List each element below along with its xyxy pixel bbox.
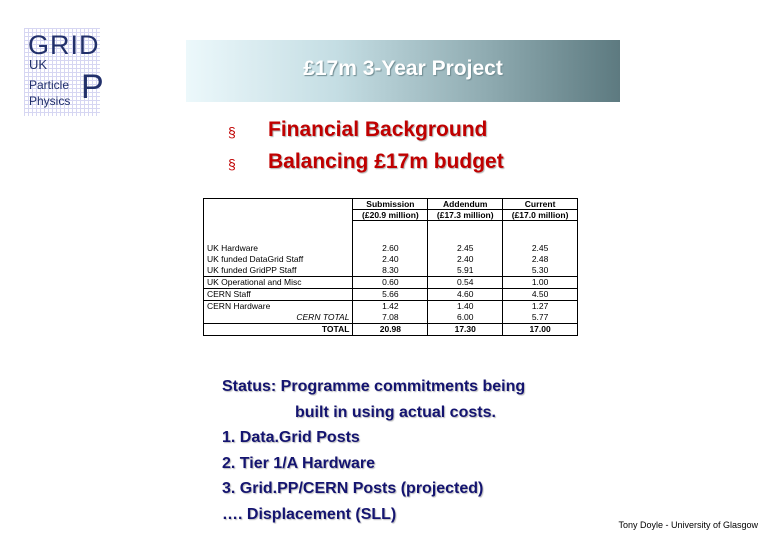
cell-value: 4.50	[503, 289, 578, 301]
cell-value: 0.54	[428, 277, 503, 289]
spacer-cell	[204, 221, 353, 244]
status-item: …. Displacement (SLL)	[222, 505, 397, 523]
status-line: Status: Programme commitments being	[222, 378, 526, 395]
spacer-cell	[353, 221, 428, 244]
cell-value: 1.40	[428, 301, 503, 313]
status-item: 1. Data.Grid Posts	[222, 429, 360, 446]
row-label: TOTAL	[204, 324, 353, 336]
cell-value: 7.08	[353, 312, 428, 324]
col-header-addendum: Addendum	[428, 199, 503, 210]
status-line: built in using actual costs.	[295, 403, 496, 421]
table-row	[204, 265, 578, 277]
row-label: UK Operational and Misc	[204, 277, 353, 289]
cell-value: 17.00	[503, 324, 578, 336]
footer-credit: Tony Doyle - University of Glasgow	[618, 520, 758, 530]
cell-value: 8.30	[353, 265, 428, 277]
table-row-total	[204, 324, 578, 336]
page-title: £17m 3-Year Project	[303, 57, 503, 80]
col-subheader-addendum: (£17.3 million)	[428, 210, 503, 221]
status-block	[222, 374, 525, 527]
row-label: UK Hardware	[204, 243, 353, 254]
status-item: 2. Tier 1/A Hardware	[222, 454, 375, 472]
status-item: 3. Grid.PP/CERN Posts (projected)	[222, 480, 484, 497]
bullet-marker: §	[228, 124, 236, 140]
table-row	[204, 277, 578, 289]
col-subheader-current: (£17.0 million)	[503, 210, 578, 221]
cell-value: 2.40	[353, 254, 428, 265]
cell-value: 5.30	[503, 265, 578, 277]
cell-value: 20.98	[353, 324, 428, 336]
cell-value: 2.45	[428, 243, 503, 254]
col-subheader-submission: (£20.9 million)	[353, 210, 428, 221]
cell-value: 4.60	[428, 289, 503, 301]
cell-value: 2.40	[428, 254, 503, 265]
bullet-text: Financial Background	[268, 118, 488, 141]
logo-uk-text: UK	[29, 57, 48, 72]
cell-value: 2.45	[503, 243, 578, 254]
table-row	[204, 243, 578, 254]
table-row	[204, 301, 578, 313]
cell-value: 5.66	[353, 289, 428, 301]
table-row	[204, 289, 578, 301]
cell-value: 2.48	[503, 254, 578, 265]
gridpp-logo	[24, 28, 104, 116]
col-header-current: Current	[503, 199, 578, 210]
table-corner-cell	[204, 210, 353, 221]
row-label: UK funded DataGrid Staff	[204, 254, 353, 265]
table-row-cern-total	[204, 312, 578, 324]
cell-value: 17.30	[428, 324, 503, 336]
cell-value: 6.00	[428, 312, 503, 324]
cell-value: 1.00	[503, 277, 578, 289]
cell-value: 2.60	[353, 243, 428, 254]
cell-value: 5.91	[428, 265, 503, 277]
row-label: CERN Hardware	[204, 301, 353, 313]
row-label: UK funded GridPP Staff	[204, 265, 353, 277]
row-label: CERN Staff	[204, 289, 353, 301]
logo-grid-text: GRID	[28, 30, 100, 60]
table-header-row	[204, 199, 578, 210]
table-row	[204, 254, 578, 265]
spacer-cell	[428, 221, 503, 244]
row-label: CERN TOTAL	[204, 312, 353, 324]
bullet-text: Balancing £17m budget	[268, 150, 504, 173]
logo-p-letter: P	[81, 68, 104, 106]
spacer-cell	[503, 221, 578, 244]
table-spacer-row	[204, 221, 578, 244]
cell-value: 5.77	[503, 312, 578, 324]
col-header-submission: Submission	[353, 199, 428, 210]
table-corner-cell	[204, 199, 353, 210]
logo-physics-text: Physics	[29, 94, 71, 108]
table-subheader-row	[204, 210, 578, 221]
cell-value: 1.27	[503, 301, 578, 313]
bullet-marker: §	[228, 156, 236, 172]
cell-value: 0.60	[353, 277, 428, 289]
title-banner	[186, 40, 620, 102]
logo-particle-text: Particle	[29, 78, 70, 92]
cell-value: 1.42	[353, 301, 428, 313]
budget-table	[203, 198, 578, 336]
